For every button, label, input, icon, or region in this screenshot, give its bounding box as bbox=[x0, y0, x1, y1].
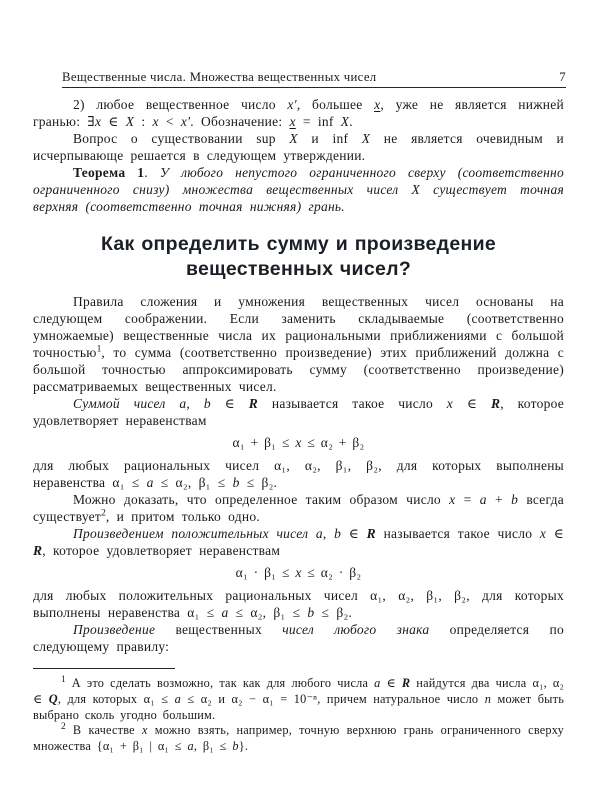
text-run: вещественных bbox=[155, 622, 283, 637]
text-run: + bbox=[486, 492, 512, 507]
text-run: может быть выбрано сколь угодно большим. bbox=[33, 691, 565, 722]
text-run: x bbox=[295, 435, 302, 450]
text-run: a bbox=[146, 475, 154, 490]
text-run: a bbox=[315, 526, 323, 541]
text-run: 1 bbox=[61, 674, 66, 685]
text-run: найдутся два числа α₁, α₂ ∈ bbox=[33, 676, 565, 706]
text-run: А это сделать возможно, так как для любого числа bbox=[65, 676, 375, 690]
text-run: a bbox=[187, 739, 194, 754]
text-run: x bbox=[449, 492, 456, 507]
text-run: R bbox=[248, 396, 259, 411]
text-run: x bbox=[374, 97, 381, 112]
text-run: α₁ + β₁ ≤ bbox=[232, 435, 296, 450]
formula bbox=[33, 434, 564, 451]
text-run: R bbox=[401, 676, 411, 690]
paragraph bbox=[33, 491, 564, 525]
text-run: b bbox=[307, 605, 315, 620]
text-run: : bbox=[134, 114, 153, 129]
text-run: всегда существует bbox=[33, 492, 565, 524]
text-run: a bbox=[479, 492, 487, 507]
text-run: b bbox=[232, 475, 240, 490]
text-run: и inf bbox=[297, 131, 362, 146]
text-run: ∈ bbox=[546, 526, 565, 541]
page-body bbox=[33, 96, 564, 655]
text-run: ≤ β₂. bbox=[239, 475, 278, 490]
paragraph bbox=[33, 621, 564, 655]
text-run: α₁ · β₁ ≤ bbox=[235, 565, 296, 580]
paragraph bbox=[33, 130, 564, 164]
text-run: Произведение bbox=[73, 622, 156, 637]
text-run: Правила сложения и умножения вещественных чисел основаны на следующем соображении. Если заменить складываемые (соответственно умножаемые) вещественные числа их рациональными приближениями с большой точностью bbox=[33, 294, 564, 360]
body-blocks-top bbox=[33, 96, 564, 215]
text-run: n bbox=[484, 691, 492, 706]
text-run: Суммой чисел bbox=[73, 396, 180, 411]
text-run: . bbox=[144, 165, 160, 180]
text-run: ≤ α₂ и α₂ − α₁ = 10⁻ⁿ, причем натуральное число bbox=[180, 691, 485, 706]
text-run: , β₁ ≤ bbox=[193, 739, 233, 754]
text-run: x′ bbox=[180, 114, 191, 129]
section-heading bbox=[33, 232, 564, 282]
paragraph bbox=[33, 525, 564, 559]
paragraph bbox=[33, 587, 564, 621]
paragraph bbox=[33, 293, 564, 395]
text-run: }. bbox=[238, 739, 249, 754]
text-run: чисел любого знака bbox=[282, 622, 430, 637]
text-run: R bbox=[366, 526, 376, 541]
text-run: называется такое число bbox=[375, 526, 540, 541]
text-run: x bbox=[141, 723, 148, 738]
body-blocks-main bbox=[33, 293, 564, 655]
header-rule bbox=[62, 87, 566, 88]
text-run: 1 bbox=[96, 344, 102, 355]
text-run: , большее bbox=[296, 97, 375, 112]
text-run: . bbox=[349, 114, 353, 129]
text-run: ≤ α₂ + β₂ bbox=[301, 435, 365, 450]
text-run: x bbox=[295, 565, 302, 580]
section-heading-line1: Как определить сумму и произведение bbox=[100, 233, 497, 255]
text-run: определяется по следующему правилу: bbox=[33, 622, 564, 654]
text-run: x bbox=[289, 114, 296, 129]
running-title: Вещественные числа. Множества вещественных чисел bbox=[62, 70, 377, 84]
text-run: , уже не является нижней гранью: ∃ bbox=[33, 97, 564, 129]
text-run: , для которых α₁ ≤ bbox=[57, 691, 175, 706]
text-run: 2) любое вещественное число bbox=[73, 97, 288, 112]
text-run: a bbox=[174, 691, 181, 706]
page-number: 7 bbox=[559, 70, 566, 84]
text-run: , которое удовлетворяет неравенствам bbox=[42, 543, 281, 558]
text-run: X bbox=[289, 131, 298, 146]
text-run: b bbox=[232, 739, 239, 754]
paragraph bbox=[33, 457, 564, 491]
text-run: ≤ β₂. bbox=[314, 605, 353, 620]
text-run: ≤ α₂ · β₂ bbox=[301, 565, 362, 580]
text-run: , то сумма (соответственно произведение) этих приближений должна с большой точностью аппроксимировать сумму (соответственно произведение) рассматриваемых вещественных чисел. bbox=[33, 345, 564, 394]
text-run: a bbox=[221, 605, 229, 620]
text-run: Можно доказать, что определенное таким образом число bbox=[73, 492, 450, 507]
text-run: для любых положительных рациональных чисел α₁, α₂, β₁, β₂, для которых выполнены неравенства α₁ ≤ bbox=[33, 588, 564, 620]
text-run: , и притом только одно. bbox=[105, 509, 261, 524]
text-run: 2 bbox=[101, 508, 106, 519]
text-run: b bbox=[334, 526, 342, 541]
text-run: x bbox=[446, 396, 454, 411]
text-run: для любых рациональных чисел α₁, α₂, β₁, β₂, для которых выполнены неравенства α₁ ≤ bbox=[33, 458, 564, 490]
text-run: X bbox=[361, 131, 371, 146]
text-run: X bbox=[340, 114, 350, 129]
text-run: В качестве bbox=[65, 723, 142, 738]
text-run: x bbox=[539, 526, 547, 541]
footnote bbox=[33, 723, 564, 755]
text-run: Теорема 1 bbox=[73, 165, 145, 180]
text-run: = inf bbox=[295, 114, 341, 129]
text-run: ≤ α₂, β₁ ≤ bbox=[228, 605, 308, 620]
text-run: , которое удовлетворяет неравенствам bbox=[33, 396, 565, 428]
text-run: x bbox=[152, 114, 159, 129]
section-heading-line2: вещественных чисел? bbox=[185, 258, 412, 280]
footnote-separator bbox=[33, 668, 175, 669]
text-run: b bbox=[511, 492, 519, 507]
footnotes bbox=[33, 668, 564, 755]
text-run: Вопрос о существовании sup bbox=[73, 131, 290, 146]
text-run: , bbox=[186, 396, 204, 411]
text-run: X bbox=[125, 114, 135, 129]
paragraph bbox=[33, 395, 564, 429]
text-run: называется такое число bbox=[258, 396, 447, 411]
text-run: = bbox=[455, 492, 480, 507]
text-run: ∈ bbox=[380, 676, 402, 690]
text-run: a bbox=[179, 396, 187, 411]
text-run: Произведением положительных чисел bbox=[73, 526, 316, 541]
text-run: , bbox=[322, 526, 335, 541]
text-run: не является очевидным и исчерпывающе решается в следующем утверждении. bbox=[33, 131, 564, 163]
text-run: < bbox=[158, 114, 181, 129]
text-run: R bbox=[490, 396, 501, 411]
text-run: Q bbox=[48, 691, 58, 706]
text-run: x bbox=[94, 114, 102, 129]
text-run: a bbox=[374, 676, 381, 690]
text-run: 2 bbox=[61, 722, 66, 733]
text-run: ∈ bbox=[341, 526, 367, 541]
paragraph bbox=[33, 96, 564, 130]
running-head bbox=[62, 70, 566, 85]
footnote-list bbox=[33, 676, 564, 755]
text-run: ∈ bbox=[210, 396, 249, 411]
text-run: ∈ bbox=[101, 114, 126, 129]
text-run: . Обозначение: bbox=[190, 114, 290, 129]
formula bbox=[33, 564, 564, 581]
text-run: ∈ bbox=[453, 396, 491, 411]
text-run: можно взять, например, точную верхнюю грань ограниченного сверху множества {α₁ + β₁ | α₁ ≤ bbox=[33, 723, 564, 754]
text-run: x′ bbox=[287, 97, 297, 112]
text-run: R bbox=[33, 543, 43, 558]
text-run: У любого непустого ограниченного сверху (соответственно ограниченного снизу) множества вещественных чисел X существует точная верхняя (соответственно точная нижняя) грань. bbox=[33, 165, 565, 214]
footnote bbox=[33, 676, 564, 723]
text-run: b bbox=[203, 396, 211, 411]
text-run: ≤ α₂, β₁ ≤ bbox=[153, 475, 233, 490]
paragraph bbox=[33, 164, 564, 215]
